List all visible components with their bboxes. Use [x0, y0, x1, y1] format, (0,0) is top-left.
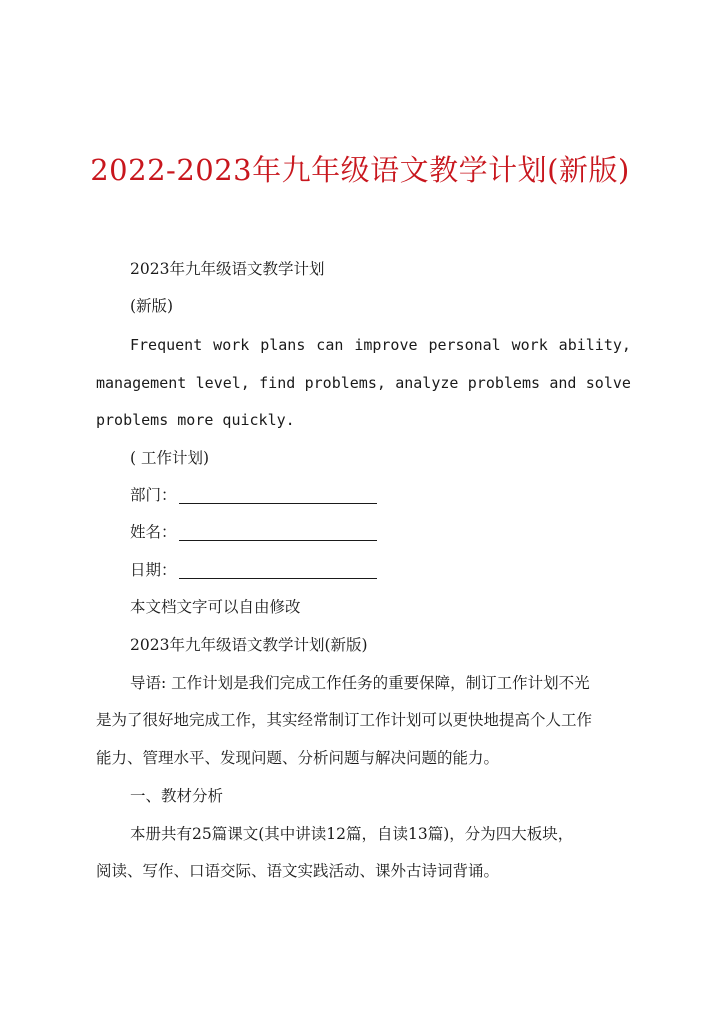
english-word: and	[549, 374, 577, 392]
english-intro-line-3: problems more quickly.	[96, 411, 295, 429]
english-word: personal	[428, 336, 501, 354]
english-word: can	[316, 336, 344, 354]
english-word: management	[96, 374, 187, 392]
field-label: 日期：	[130, 561, 177, 579]
english-intro-line-1	[130, 338, 631, 353]
english-word: problems	[467, 374, 541, 392]
section1-para-line-1: 本册共有25篇课文(其中讲读12篇，自读13篇)，分为四大板块，	[130, 825, 574, 843]
subtitle-line-1: 2023年九年级语文教学计划	[130, 260, 325, 278]
english-word: level,	[195, 374, 250, 392]
intro-para-line-3: 能力、管理水平、发现问题、分析问题与解决问题的能力。	[96, 749, 500, 767]
field-label: 部门：	[130, 486, 177, 504]
english-intro-line-2	[96, 376, 631, 391]
section1-para-line-2: 阅读、写作、口语交际、语文实践活动、课外古诗词背诵。	[96, 862, 500, 880]
editable-note: 本文档文字可以自由修改	[130, 598, 301, 616]
field-blank-line[interactable]	[179, 489, 377, 504]
english-word: solve	[585, 374, 631, 392]
english-word: work	[213, 336, 250, 354]
field-label: 姓名：	[130, 523, 177, 541]
english-word: ability,	[558, 336, 631, 354]
english-word: improve	[354, 336, 418, 354]
english-word: problems,	[304, 374, 386, 392]
document-title: 2022-2023年九年级语文教学计划(新版)	[90, 153, 630, 187]
english-word: work	[511, 336, 548, 354]
intro-para-line-2: 是为了很好地完成工作，其实经常制订工作计划可以更快地提高个人工作	[96, 711, 593, 729]
english-word: plans	[260, 336, 306, 354]
field-date	[130, 563, 377, 579]
field-department	[130, 488, 377, 504]
field-blank-line[interactable]	[179, 526, 377, 541]
subtitle-line-2: (新版)	[130, 297, 174, 315]
field-name	[130, 525, 377, 541]
section-heading: 2023年九年级语文教学计划(新版)	[130, 636, 368, 654]
english-word: Frequent	[130, 336, 203, 354]
section1-heading: 一、教材分析	[130, 787, 224, 805]
field-blank-line[interactable]	[179, 564, 377, 579]
intro-para-line-1: 导语: 工作计划是我们完成工作任务的重要保障，制订工作计划不光	[130, 674, 590, 692]
plan-label: ( 工作计划)	[130, 449, 210, 467]
english-word: find	[259, 374, 296, 392]
english-word: analyze	[395, 374, 459, 392]
